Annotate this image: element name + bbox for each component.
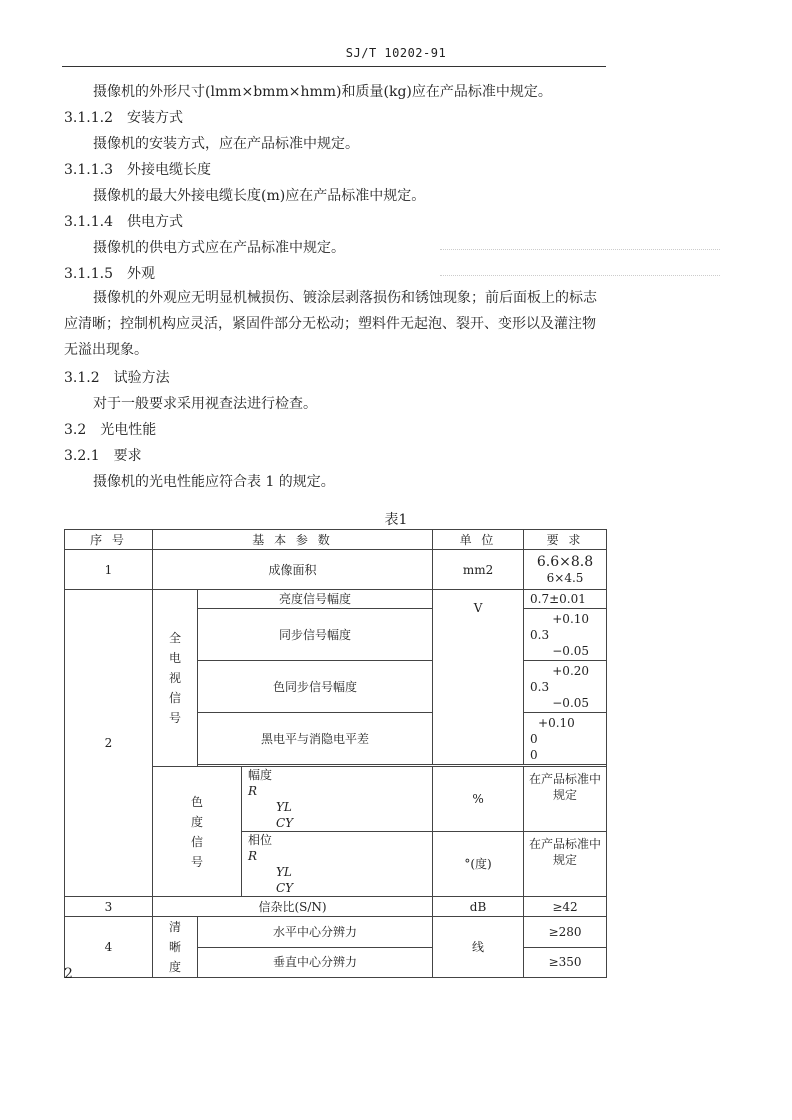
- header-unit: 单 位: [433, 530, 524, 550]
- appearance-paragraph: 摄像机的外观应无明显机械损伤、镀涂层剥落损伤和锈蚀现象；前后面板上的标志应清晰；控制机构应灵活，紧固件部分无松动；塑料件无起泡、裂开、变形以及灌注物无溢出现象。: [64, 290, 597, 358]
- black-param: 黑电平与消隐电平差: [198, 713, 433, 765]
- table-row: [65, 590, 607, 609]
- section-3-2-heading: 3.2 光电性能: [64, 422, 157, 438]
- csync-base: 0.3: [530, 679, 550, 694]
- row2-group: [153, 590, 198, 767]
- amp-text: 幅度: [248, 768, 273, 782]
- row4-group: [153, 917, 198, 978]
- phase-r: R: [248, 849, 258, 863]
- black-req: [524, 713, 607, 765]
- phase-cy: CY: [276, 881, 294, 895]
- sync-req: [524, 609, 607, 661]
- table-header-row: [65, 530, 607, 550]
- row1-param: 成像面积: [153, 550, 433, 590]
- row1-req: [524, 550, 607, 590]
- row4-h-req: ≥280: [524, 917, 607, 948]
- row3-param: 信杂比(S/N): [153, 897, 433, 917]
- amp-r: R: [248, 784, 258, 798]
- row2-no: 2: [65, 590, 153, 897]
- csync-param: 色同步信号幅度: [198, 661, 433, 713]
- section-3-1-1-2-heading: 3.1.1.2 安装方式: [64, 110, 183, 126]
- section-3-2-1-heading: 3.2.1 要求: [64, 448, 142, 464]
- phase-param: [242, 832, 433, 897]
- chroma-group: [153, 767, 242, 897]
- power-paragraph: 摄像机的供电方式应在产品标准中规定。: [93, 240, 345, 256]
- mounting-paragraph: 摄像机的安装方式，应在产品标准中规定。: [93, 136, 359, 152]
- table-caption: 表1: [384, 512, 408, 528]
- running-header: SJ/T 10202-91: [345, 46, 447, 60]
- spec-table: [64, 529, 607, 978]
- phase-yl: YL: [276, 865, 292, 879]
- row4-v-param: 垂直中心分辨力: [198, 947, 433, 978]
- sync-base: 0.3: [530, 627, 550, 642]
- section-3-1-1-5-heading: 3.1.1.5 外观: [64, 266, 155, 282]
- black-minus: 0: [530, 747, 538, 762]
- requirement-paragraph: 摄像机的光电性能应符合表 1 的规定。: [93, 474, 335, 490]
- header-no: 序 号: [65, 530, 153, 550]
- sync-plus: +0.10: [552, 611, 590, 626]
- luma-param: 亮度信号幅度: [198, 590, 433, 609]
- table-row: [65, 897, 607, 917]
- cable-paragraph: 摄像机的最大外接电缆长度(m)应在产品标准中规定。: [93, 188, 426, 204]
- row4-unit: 线: [433, 917, 524, 978]
- section-3-1-1-3-heading: 3.1.1.3 外接电缆长度: [64, 162, 211, 178]
- row4-v-req: ≥350: [524, 947, 607, 978]
- chroma-group-text: 色度信号: [190, 794, 203, 869]
- row3-no: 3: [65, 897, 153, 917]
- phase-req: [524, 832, 607, 897]
- phase-text: 相位: [248, 833, 273, 847]
- section-3-1-2-heading: 3.1.2 试验方法: [64, 370, 170, 386]
- amp-unit: %: [433, 767, 524, 832]
- scan-artifact: [440, 249, 720, 250]
- row4-no: 4: [65, 917, 153, 978]
- page-number: 2: [64, 966, 73, 982]
- row1-req-b: 6×4.5: [546, 570, 584, 585]
- table-row: [65, 550, 607, 590]
- row1-req-a: 6.6×8.8: [536, 553, 594, 570]
- row4-h-param: 水平中心分辨力: [198, 917, 433, 948]
- test-method-paragraph: 对于一般要求采用视查法进行检查。: [93, 396, 317, 412]
- sync-minus: −0.05: [552, 643, 590, 658]
- phase-req-text: 在产品标准中规定: [529, 837, 602, 867]
- scan-artifact: [440, 275, 720, 276]
- amp-param: [242, 767, 433, 832]
- amp-label: [248, 767, 429, 799]
- row4-group-text: 清晰度: [168, 920, 181, 974]
- table-row: [65, 917, 607, 948]
- row1-no: 1: [65, 550, 153, 590]
- amp-yl: YL: [276, 800, 292, 814]
- amp-req: [524, 767, 607, 832]
- row3-unit: dB: [433, 897, 524, 917]
- phase-label: [248, 832, 429, 864]
- row3-req: ≥42: [524, 897, 607, 917]
- luma-req: 0.7±0.01: [524, 590, 607, 609]
- row2-group-text: 全电视信号: [168, 631, 181, 725]
- amp-req-text: 在产品标准中规定: [529, 772, 602, 802]
- section-3-1-1-4-heading: 3.1.1.4 供电方式: [64, 214, 183, 230]
- amp-cy: CY: [276, 816, 294, 830]
- row2-unit: V: [433, 590, 524, 765]
- sync-param: 同步信号幅度: [198, 609, 433, 661]
- header-req: 要 求: [524, 530, 607, 550]
- black-base: 0: [530, 731, 538, 746]
- row1-unit: mm2: [433, 550, 524, 590]
- header-param: 基 本 参 数: [153, 530, 433, 550]
- header-rule: [62, 66, 606, 67]
- csync-req: [524, 661, 607, 713]
- csync-minus: −0.05: [552, 695, 590, 710]
- csync-plus: +0.20: [552, 663, 590, 678]
- dimension-paragraph: 摄像机的外形尺寸(lmm×bmm×hmm)和质量(kg)应在产品标准中规定。: [93, 84, 552, 100]
- black-plus: +0.10: [538, 715, 575, 730]
- phase-unit: °(度): [433, 832, 524, 897]
